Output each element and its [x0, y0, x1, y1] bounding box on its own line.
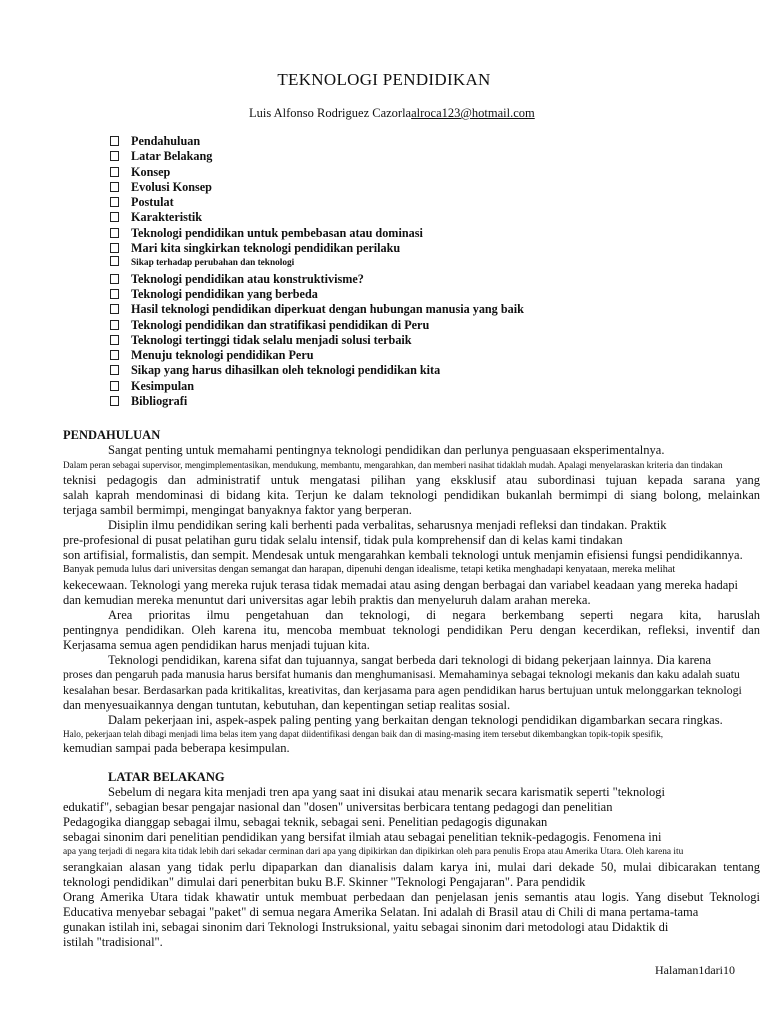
paragraph-line: dan kemudian mereka menuntut dari universitas agar lebih praktis dan menyeluruh dalam arahan mereka.: [63, 593, 591, 607]
checkbox-icon: [110, 381, 119, 391]
paragraph-line: son artifisial, formalistis, dan sempit. Mendesak untuk mengarahkan kembali teknologi untuk menjamin efisiensi fungsi pendidikannya.: [63, 548, 743, 562]
paragraph-line: serangkaian alasan yang tidak perlu dipaparkan dan dianalisis dalam karya ini, mulai dari dekade 50, mulai dibicarakan tentang: [63, 860, 760, 874]
toc-item: Karakteristik: [110, 210, 524, 225]
paragraph-line: istilah "tradisional".: [63, 935, 163, 949]
toc-item: Sikap terhadap perubahan dan teknologi: [110, 256, 524, 271]
toc-item: Mari kita singkirkan teknologi pendidikan perilaku: [110, 241, 524, 256]
paragraph-line: apa yang terjadi di negara kita tidak lebih dari sekadar cerminan dari apa yang dipikirkan dan dipikirkan oleh para penulis Eropa atau Amerika Utara. Oleh karena itu: [63, 847, 684, 857]
paragraph-line: gunakan istilah ini, sebagai sinonim dari Teknologi Instruksional, yaitu sebagai sinonim dari metodologi atau Didaktik di: [63, 920, 669, 934]
paragraph-line: proses dan pengaruh pada manusia harus bersifat humanis dan menghumanisasi. Memahaminya sebagai teknologi mekanis dan kaku adalah suatu: [63, 668, 740, 681]
checkbox-icon: [110, 289, 119, 299]
checkbox-icon: [110, 182, 119, 192]
paragraph-line: Banyak pemuda lulus dari universitas dengan semangat dan harapan, dipenuhi dengan idealisme, tetapi ketika menghadapi kenyataan, mereka melihat: [63, 564, 676, 575]
paragraph-line: Pedagogika dianggap sebagai ilmu, sebagai teknik, sebagai seni. Penelitian pedagogis digunakan: [63, 815, 548, 829]
checkbox-icon: [110, 151, 119, 161]
checkbox-icon: [110, 243, 119, 253]
paragraph-line: Educativa menyebar sebagai "paket" di semua negara Amerika Selatan. Ini adalah di Brasil atau di Chili di mana pertama-tama: [63, 905, 699, 919]
paragraph-line: Dalam peran sebagai supervisor, mengimplementasikan, mendukung, membantu, mengarahkan, dan memberi nasihat tidaklah mudah. Apalagi menyelaraskan kriteria dan tindakan: [63, 460, 723, 470]
author-email[interactable]: alroca123@hotmail.com: [411, 106, 535, 120]
paragraph-line: teknologi pendidikan" dimulai dari penerbitan buku B.F. Skinner "Teknologi Pengajaran". Para pendidik: [63, 875, 586, 889]
toc-item: Latar Belakang: [110, 149, 524, 164]
checkbox-icon: [110, 136, 119, 146]
paragraph-line: dan menyesuaikannya dengan tuntutan, kebutuhan, dan kepentingan setiap realitas sosial.: [63, 698, 511, 712]
toc-item: Teknologi pendidikan untuk pembebasan atau dominasi: [110, 226, 524, 241]
paragraph-line: teknisi pedagogis dan administratif untuk mengatasi pilihan yang eksklusif atau subordinasi tujuan kepada sarana yang: [63, 473, 760, 487]
paragraph-line: salah kaprah mendominasi di bidang kita. Terjun ke dalam teknologi pendidikan bukanlah bermimpi di siang bolong, melainkan: [63, 488, 760, 502]
checkbox-icon: [110, 212, 119, 222]
paragraph-line: Teknologi pendidikan, karena sifat dan tujuannya, sangat berbeda dari teknologi di bidang pekerjaan lainnya. Dia karena: [108, 653, 712, 667]
checkbox-icon: [110, 335, 119, 345]
author-name: Luis Alfonso Rodriguez Cazorla: [248, 106, 412, 120]
checkbox-icon: [110, 396, 119, 406]
toc-item: Teknologi pendidikan atau konstruktivisme?: [110, 272, 524, 287]
toc-item: Sikap yang harus dihasilkan oleh teknologi pendidikan kita: [110, 363, 524, 378]
paragraph-line: terjaga sambil bermimpi, mengingat banyaknya faktor yang berperan.: [63, 503, 412, 517]
document-title: TEKNOLOGI PENDIDIKAN: [277, 70, 491, 89]
toc-item: Konsep: [110, 165, 524, 180]
paragraph-line: sebagai sinonim dari penelitian pendidikan yang bersifat ilmiah atau sebagai penelitian teknik-pedagogis. Fenomena ini: [63, 830, 662, 844]
toc-item: Bibliografi: [110, 394, 524, 409]
checkbox-icon: [110, 304, 119, 314]
paragraph-line: pentingnya pendidikan. Oleh karena itu, mencoba membuat teknologi pendidikan Peru dengan kecerdikan, refleksi, inventif dan: [63, 623, 760, 637]
paragraph-line: edukatif", sebagian besar pengajar nasional dan "dosen" universitas berbicara tentang pedagogi dan penelitian: [63, 800, 613, 814]
paragraph-line: Area prioritas ilmu pengetahuan dan teknologi, di negara berkembang seperti negara kita, haruslah: [108, 608, 760, 622]
paragraph-line: kesalahan besar. Berdasarkan pada kritikalitas, kreativitas, dan kerjasama para agen pendidikan harus bertujuan untuk melonggarkan teknologi: [63, 683, 742, 697]
section-heading: LATAR BELAKANG: [108, 770, 225, 784]
checkbox-icon: [110, 167, 119, 177]
paragraph-line: Halo, pekerjaan telah dibagi menjadi lima belas item yang dapat diidentifikasi dengan baik dan di masing-masing item tersebut dikembangkan topik-topik spesifik,: [63, 729, 664, 739]
paragraph-line: Kerjasama semua agen pendidikan harus menjadi tujuan kita.: [63, 638, 370, 652]
toc-item: Teknologi pendidikan dan stratifikasi pendidikan di Peru: [110, 318, 524, 333]
toc-item: Evolusi Konsep: [110, 180, 524, 195]
paragraph-line: pre-profesional di pusat pelatihan guru tidak selalu intensif, tidak pula komprehensif dan di kelas kami tindakan: [63, 533, 623, 547]
table-of-contents: [110, 134, 524, 409]
toc-item: Pendahuluan: [110, 134, 524, 149]
checkbox-icon: [110, 228, 119, 238]
paragraph-line: kekecewaan. Teknologi yang mereka rujuk terasa tidak memadai atau asing dengan berbagai dan variabel keadaan yang mereka hadapi: [63, 578, 738, 592]
paragraph-line: Sebelum di negara kita menjadi tren apa yang saat ini disukai atau menarik secara karismatik seperti "teknologi: [108, 785, 665, 799]
page-number: Halaman1dari10: [655, 963, 735, 977]
checkbox-icon: [110, 197, 119, 207]
section-heading: PENDAHULUAN: [63, 428, 161, 442]
paragraph-line: Orang Amerika Utara tidak khawatir untuk membuat perbedaan dan penjelasan jenis semantis atau logis. Yang disebut Teknologi: [63, 890, 760, 904]
paragraph-line: Sangat penting untuk memahami pentingnya teknologi pendidikan dan perlunya penguasaan eksperimentalnya.: [108, 443, 665, 457]
paragraph-line: Dalam pekerjaan ini, aspek-aspek paling penting yang berkaitan dengan teknologi pendidikan digambarkan secara ringkas.: [108, 713, 723, 727]
toc-item: Hasil teknologi pendidikan diperkuat dengan hubungan manusia yang baik: [110, 302, 524, 317]
toc-item: Kesimpulan: [110, 379, 524, 394]
paragraph-line: kemudian sampai pada beberapa kesimpulan.: [63, 741, 290, 755]
checkbox-icon: [110, 320, 119, 330]
toc-item: Teknologi tertinggi tidak selalu menjadi solusi terbaik: [110, 333, 524, 348]
checkbox-icon: [110, 256, 119, 266]
paragraph-line: Disiplin ilmu pendidikan sering kali berhenti pada verbalitas, seharusnya menjadi refleksi dan tindakan. Praktik: [108, 518, 667, 532]
checkbox-icon: [110, 274, 119, 284]
checkbox-icon: [110, 350, 119, 360]
toc-item: Teknologi pendidikan yang berbeda: [110, 287, 524, 302]
author-line: [0, 106, 768, 121]
toc-item: Postulat: [110, 195, 524, 210]
checkbox-icon: [110, 365, 119, 375]
toc-item: Menuju teknologi pendidikan Peru: [110, 348, 524, 363]
